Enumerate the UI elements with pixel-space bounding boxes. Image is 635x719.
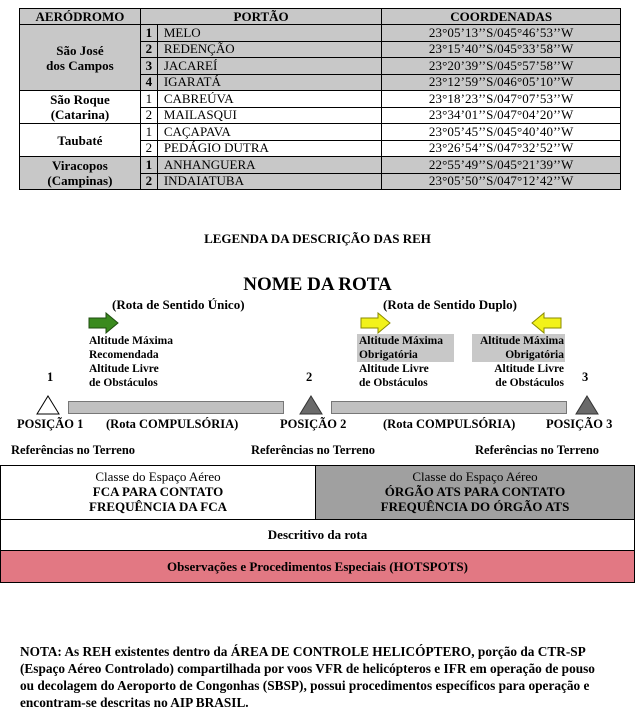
position-label-2: POSIÇÃO 2 — [280, 417, 347, 431]
gate-number: 1 — [140, 91, 157, 108]
gate-number: 3 — [140, 58, 157, 75]
green-right-arrow-icon — [88, 312, 120, 334]
gate-coord: 23°18’23’’S/047°07’53’’W — [382, 91, 621, 108]
max-altitude-label: Altitude Máxima — [89, 335, 174, 347]
aerodrome-line: Taubaté — [57, 132, 103, 148]
terrain-references-1: Referências no Terreno — [11, 443, 136, 457]
gate-number: 2 — [140, 140, 157, 157]
compulsory-label-2: (Rota COMPULSÓRIA) — [383, 417, 516, 431]
yellow-left-arrow-icon — [530, 312, 562, 334]
route-description-box: Descritivo da rota — [0, 519, 635, 551]
max-altitude-label: Altitude Máxima — [359, 335, 444, 347]
ats-contact-label: ÓRGÃO ATS PARA CONTATO — [384, 484, 566, 499]
compulsory-label-1: (Rota COMPULSÓRIA) — [106, 417, 239, 431]
aerodrome-line: (Catarina) — [50, 107, 110, 122]
gate-number: 2 — [140, 107, 157, 124]
airspace-class-label: Classe do Espaço Aéreo — [412, 469, 538, 484]
gate-coord: 23°05’50’’S/047°12’42’’W — [382, 173, 621, 190]
gate-name: REDENÇÃO — [157, 41, 382, 58]
position-number-3: 3 — [582, 370, 589, 384]
gate-name: MELO — [157, 25, 382, 42]
obstacles-label: de Obstáculos — [495, 377, 564, 389]
gate-number: 4 — [140, 74, 157, 91]
position-label-1: POSIÇÃO 1 — [17, 417, 84, 431]
aerodrome-taubate — [20, 124, 141, 157]
route-bar-two-way — [331, 401, 567, 414]
obstacles-label: de Obstáculos — [359, 377, 428, 389]
one-way-label: (Rota de Sentido Único) — [112, 297, 245, 312]
gate-coord: 23°05’45’’S/045°40’40’’W — [382, 124, 621, 141]
fca-contact-label: FCA PARA CONTATO — [92, 484, 224, 499]
max-altitude-label: Altitude Máxima — [479, 335, 564, 347]
free-altitude-label: Altitude Livre — [89, 363, 159, 375]
aerodrome-line: Viracopos — [52, 158, 108, 173]
gate-coord: 23°20’39’’S/045°57’58’’W — [382, 58, 621, 75]
gate-name: INDAIATUBA — [157, 173, 382, 190]
aerodrome-viracopos — [20, 157, 141, 190]
route-name: NOME DA ROTA — [243, 274, 392, 295]
gate-number: 1 — [140, 157, 157, 174]
gate-number: 1 — [140, 25, 157, 42]
aerodrome-sao-jose — [20, 25, 141, 91]
route-bar-one-way — [68, 401, 284, 414]
gates-table — [19, 8, 621, 190]
gate-name: ANHANGUERA — [157, 157, 382, 174]
mandatory-box — [472, 334, 565, 362]
free-altitude-label: Altitude Livre — [494, 363, 564, 375]
gray-triangle-icon — [299, 395, 323, 415]
gate-number: 2 — [140, 41, 157, 58]
gate-coord: 23°12’59’’S/046°05’10’’W — [382, 74, 621, 91]
legend-title: LEGENDA DA DESCRIÇÃO DAS REH — [204, 231, 431, 246]
obstacles-label: de Obstáculos — [89, 377, 158, 389]
free-altitude-label: Altitude Livre — [359, 363, 429, 375]
aerodrome-line: dos Campos — [46, 57, 114, 73]
gray-triangle-icon — [575, 395, 599, 415]
gate-coord: 23°26’54’’S/047°32’52’’W — [382, 140, 621, 157]
ats-contact-box — [315, 465, 635, 520]
terrain-references-3: Referências no Terreno — [475, 443, 600, 457]
header-aerodrome: AERÓDROMO — [20, 9, 141, 25]
gate-name: JACAREÍ — [157, 58, 382, 75]
aerodrome-line: (Campinas) — [47, 173, 113, 188]
gate-coord: 23°15’40’’S/045°33’58’’W — [382, 41, 621, 58]
gate-number: 2 — [140, 173, 157, 190]
hotspots-box: Observações e Procedimentos Especiais (HOTSPOTS) — [0, 550, 635, 583]
altitude-block-two-way-left — [357, 334, 454, 390]
aerodrome-line: São Roque — [50, 92, 110, 107]
airspace-class-label: Classe do Espaço Aéreo — [95, 469, 221, 484]
terrain-references-2: Referências no Terreno — [251, 443, 376, 457]
gate-name: IGARATÁ — [157, 74, 382, 91]
position-label-3: POSIÇÃO 3 — [546, 417, 613, 431]
header-gate: PORTÃO — [140, 9, 381, 25]
gate-name: MAILASQUI — [157, 107, 382, 124]
mandatory-box — [357, 334, 454, 362]
note-paragraph: NOTA: As REH existentes dentro da ÁREA DE CONTROLE HELICÓPTERO, porção da CTR-SP (Espaço Aéreo Controlado) compartilhada por voos VFR de helicópteros e IFR em operação de pouso ou decolagem do Aeroporto de Congonhas (SBSP), possui procedimentos específicos para operação e encontram-se descritas no AIP BRASIL. — [20, 644, 595, 710]
ats-frequency-label: FREQUÊNCIA DO ÓRGÃO ATS — [380, 499, 570, 514]
gate-name: PEDÁGIO DUTRA — [157, 140, 382, 157]
header-coordinates: COORDENADAS — [382, 9, 621, 25]
aerodrome-line: São José — [56, 42, 104, 58]
yellow-right-arrow-icon — [360, 312, 392, 334]
altitude-block-one-way — [89, 334, 173, 390]
hollow-triangle-icon — [36, 395, 60, 415]
altitude-block-two-way-right — [472, 334, 565, 390]
fca-frequency-label: FREQUÊNCIA DA FCA — [89, 499, 227, 514]
mandatory-label: Obrigatória — [359, 349, 418, 361]
mandatory-label: Obrigatória — [505, 349, 564, 361]
gate-number: 1 — [140, 124, 157, 141]
two-way-label: (Rota de Sentido Duplo) — [383, 297, 517, 312]
position-number-2: 2 — [306, 370, 313, 384]
aerodrome-sao-roque — [20, 91, 141, 124]
fca-contact-box — [0, 465, 316, 520]
position-number-1: 1 — [47, 370, 54, 384]
gate-coord: 23°05’13’’S/045°46’53’’W — [382, 25, 621, 42]
gate-name: CAÇAPAVA — [157, 124, 382, 141]
recommended-label: Recomendada — [89, 349, 159, 361]
gate-name: CABREÚVA — [157, 91, 382, 108]
gate-coord: 23°34’01’’S/047°04’20’’W — [382, 107, 621, 124]
gate-coord: 22°55’49’’S/045°21’39’’W — [382, 157, 621, 174]
